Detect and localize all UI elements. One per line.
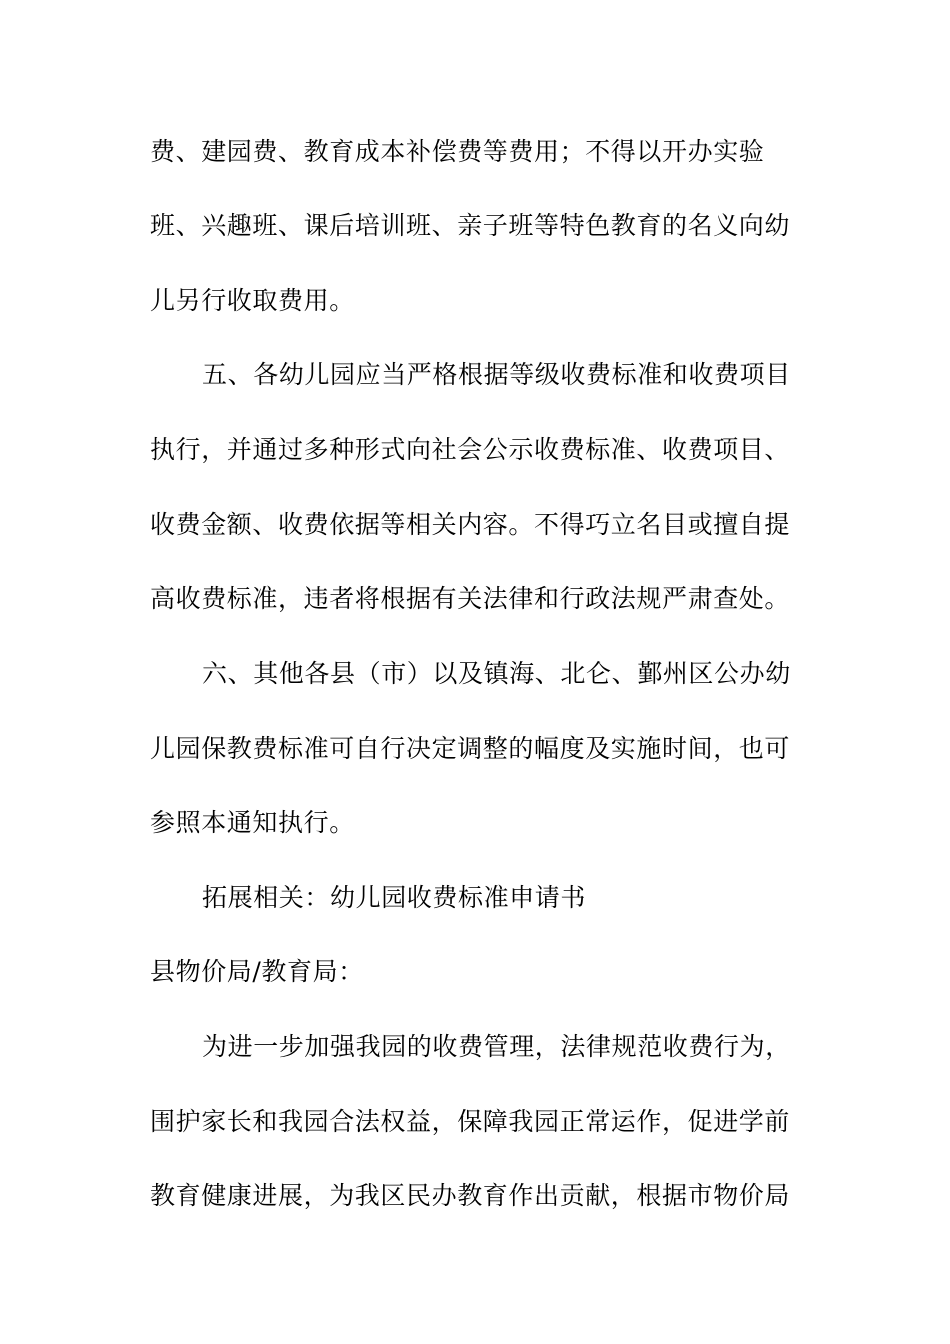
text-line-15: 教育健康进展，为我区民办教育作出贡献，根据市物价局 (150, 1181, 791, 1210)
text-line-3: 儿另行收取费用。 (150, 286, 355, 315)
text-line-1: 费、建园费、教育成本补偿费等费用；不得以开办实验 (150, 137, 765, 166)
text-line-10: 参照本通知执行。 (150, 808, 355, 837)
letter-body-start: 为进一步加强我园的收费管理，法律规范收费行为， (202, 1032, 791, 1061)
text-line-2: 班、兴趣班、课后培训班、亲子班等特色教育的名义向幼 (150, 211, 791, 240)
text-line-14: 围护家长和我园合法权益，保障我园正常运作，促进学前 (150, 1107, 791, 1136)
text-line-6: 收费金额、收费依据等相关内容。不得巧立名目或擅自提 (150, 510, 791, 539)
paragraph-6-start: 六、其他各县（市）以及镇海、北仑、鄞州区公办幼 (202, 659, 791, 688)
text-line-7: 高收费标准，违者将根据有关法律和行政法规严肃查处。 (150, 584, 791, 613)
text-line-5: 执行，并通过多种形式向社会公示收费标准、收费项目、 (150, 435, 791, 464)
letter-salutation: 县物价局/教育局： (150, 957, 364, 986)
text-line-9: 儿园保教费标准可自行决定调整的幅度及实施时间，也可 (150, 734, 791, 763)
paragraph-5-start: 五、各幼儿园应当严格根据等级收费标准和收费项目 (202, 360, 791, 389)
related-heading: 拓展相关：幼儿园收费标准申请书 (202, 883, 587, 912)
